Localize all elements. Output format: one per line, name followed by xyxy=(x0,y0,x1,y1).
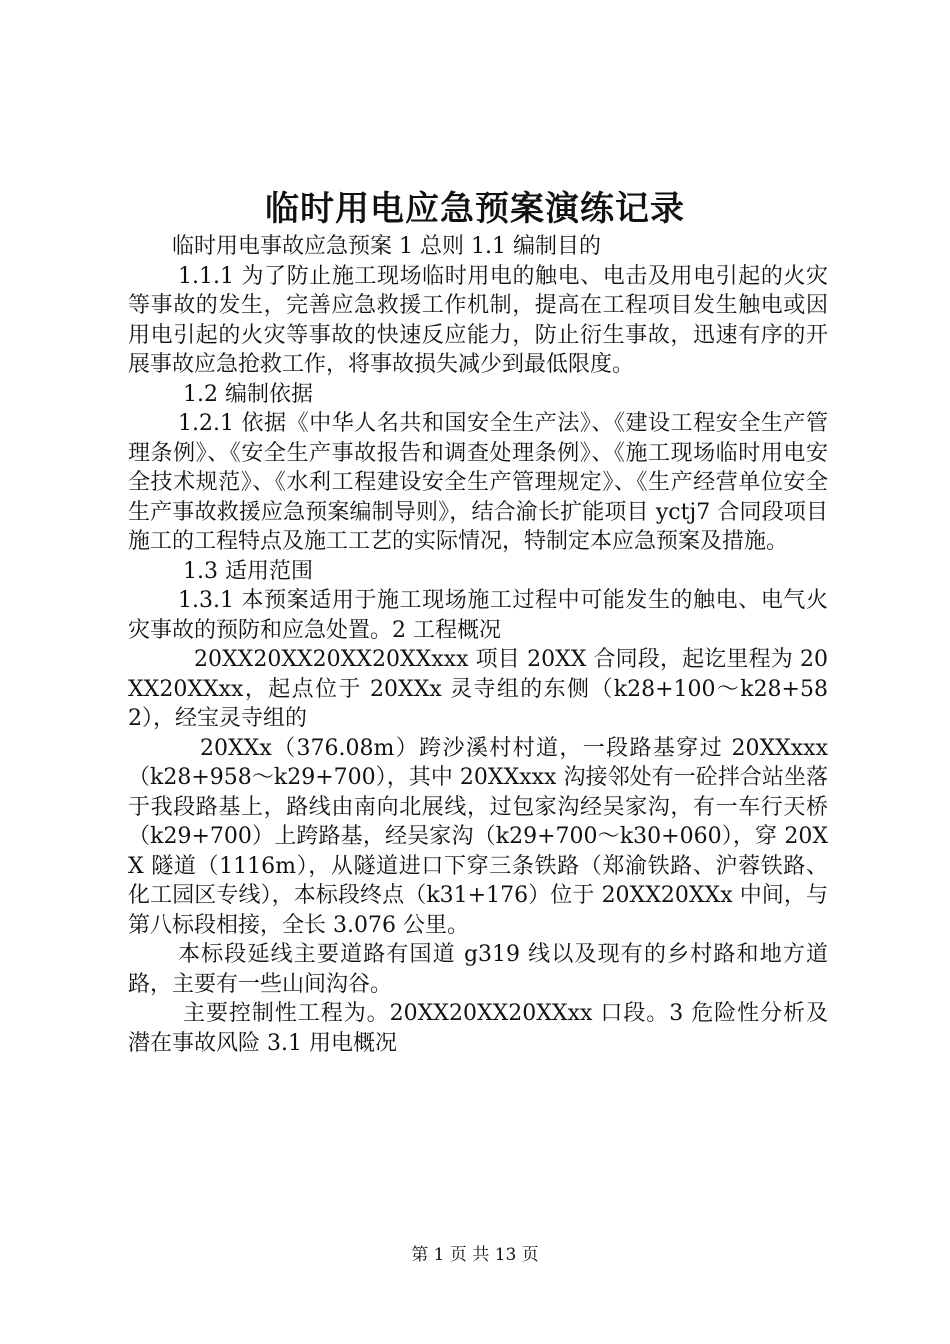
paragraph-basis-heading: 1.2 编制依据 xyxy=(183,381,313,407)
paragraph-scope: 1.3.1 本预案适用于施工现场施工过程中可能发生的触电、电气火灾事故的预防和应急处置。2 工程概况 xyxy=(128,588,828,643)
paragraph-roads: 本标段延线主要道路有国道 g319 线以及现有的乡村路和地方道路，主要有一些山间沟谷。 xyxy=(128,942,828,997)
paragraph-route-description: 20XXx（376.08m）跨沙溪村村道，一段路基穿过 20XXxxx（k28+958～k29+700），其中 20XXxxx 沟接邻处有一砼拌合站坐落于我段路基上，路线由南向北展线，过包家沟经吴家沟，有一车行天桥（k29+700）上跨路基，经吴家沟（k29+700～k30+060），穿 20XX 隧道（1116m），从隧道进口下穿三条铁路（郑渝铁路、沪蓉铁路、化工园区专线），本标段终点（k31+176）位于 20XX20XXx 中间，与第八标段相接，全长 3.076 公里。 xyxy=(128,735,828,938)
page-footer: 第 1 页 共 13 页 xyxy=(411,1245,539,1265)
document-body xyxy=(128,232,828,1058)
paragraph-control-works: 主要控制性工程为。20XX20XX20XXxx 口段。3 危险性分析及潜在事故风险 3.1 用电概况 xyxy=(128,1001,828,1056)
paragraph-project-overview: 20XX20XX20XX20XXxxx 项目 20XX 合同段，起讫里程为 20XX20XXxx，起点位于 20XXx 灵寺组的东侧（k28+100～k28+582），经宝灵寺组的 xyxy=(128,647,828,731)
paragraph-scope-heading: 1.3 适用范围 xyxy=(183,558,313,584)
paragraph-general: 临时用电事故应急预案 1 总则 1.1 编制目的 xyxy=(172,234,601,259)
paragraph-purpose: 1.1.1 为了防止施工现场临时用电的触电、电击及用电引起的火灾等事故的发生，完善应急救援工作机制，提高在工程项目发生触电或因用电引起的火灾等事故的快速反应能力，防止衍生事故，迅速有序的开展事故应急抢救工作，将事故损失减少到最低限度。 xyxy=(128,263,828,377)
document-title: 临时用电应急预案演练记录 xyxy=(265,189,685,229)
paragraph-basis: 1.2.1 依据《中华人名共和国安全生产法》、《建设工程安全生产管理条例》、《安全生产事故报告和调查处理条例》、《施工现场临时用电安全技术规范》、《水利工程建设安全生产管理规定》、《生产经营单位安全生产事故救援应急预案编制导则》，结合渝长扩能项目 yctj7 合同段项目施工的工程特点及施工工艺的实际情况，特制定本应急预案及措施。 xyxy=(128,411,828,554)
